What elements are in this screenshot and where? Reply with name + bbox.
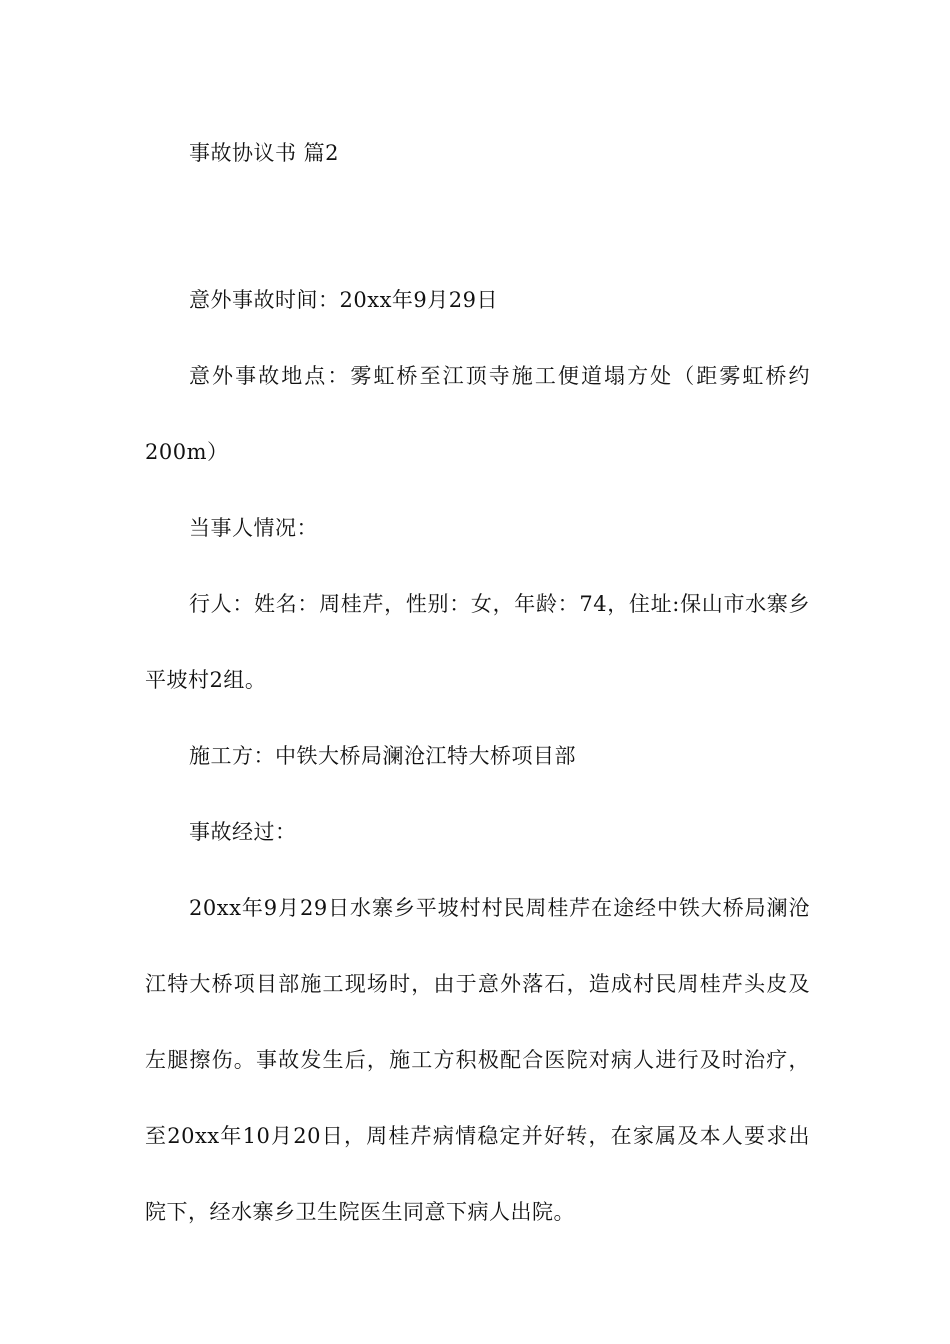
parties-heading-paragraph: 当事人情况：	[189, 516, 318, 540]
process-body-paragraph: 20xx年9月29日水寨乡平坡村村民周桂芹在途经中铁大桥局澜沧江特大桥项目部施工现场时，由于意外落石，造成村民周桂芹头皮及左腿擦伤。事故发生后，施工方积极配合医院对病人进行及时治疗，至20xx年10月20日，周桂芹病情稳定并好转，在家属及本人要求出院下，经水寨乡卫生院医生同意下病人出院。	[145, 896, 810, 1224]
pedestrian-info-paragraph: 行人：姓名：周桂芹，性别：女，年龄：74，住址:保山市水寨乡平坡村2组。	[145, 592, 810, 692]
process-heading-paragraph: 事故经过：	[189, 820, 297, 844]
accident-time-paragraph: 意外事故时间：20xx年9月29日	[189, 288, 498, 312]
accident-location-paragraph: 意外事故地点：雾虹桥至江顶寺施工便道塌方处（距雾虹桥约200m）	[145, 364, 810, 464]
constructor-paragraph: 施工方：中铁大桥局澜沧江特大桥项目部	[189, 744, 576, 768]
document-heading: 事故协议书 篇2	[189, 141, 340, 165]
